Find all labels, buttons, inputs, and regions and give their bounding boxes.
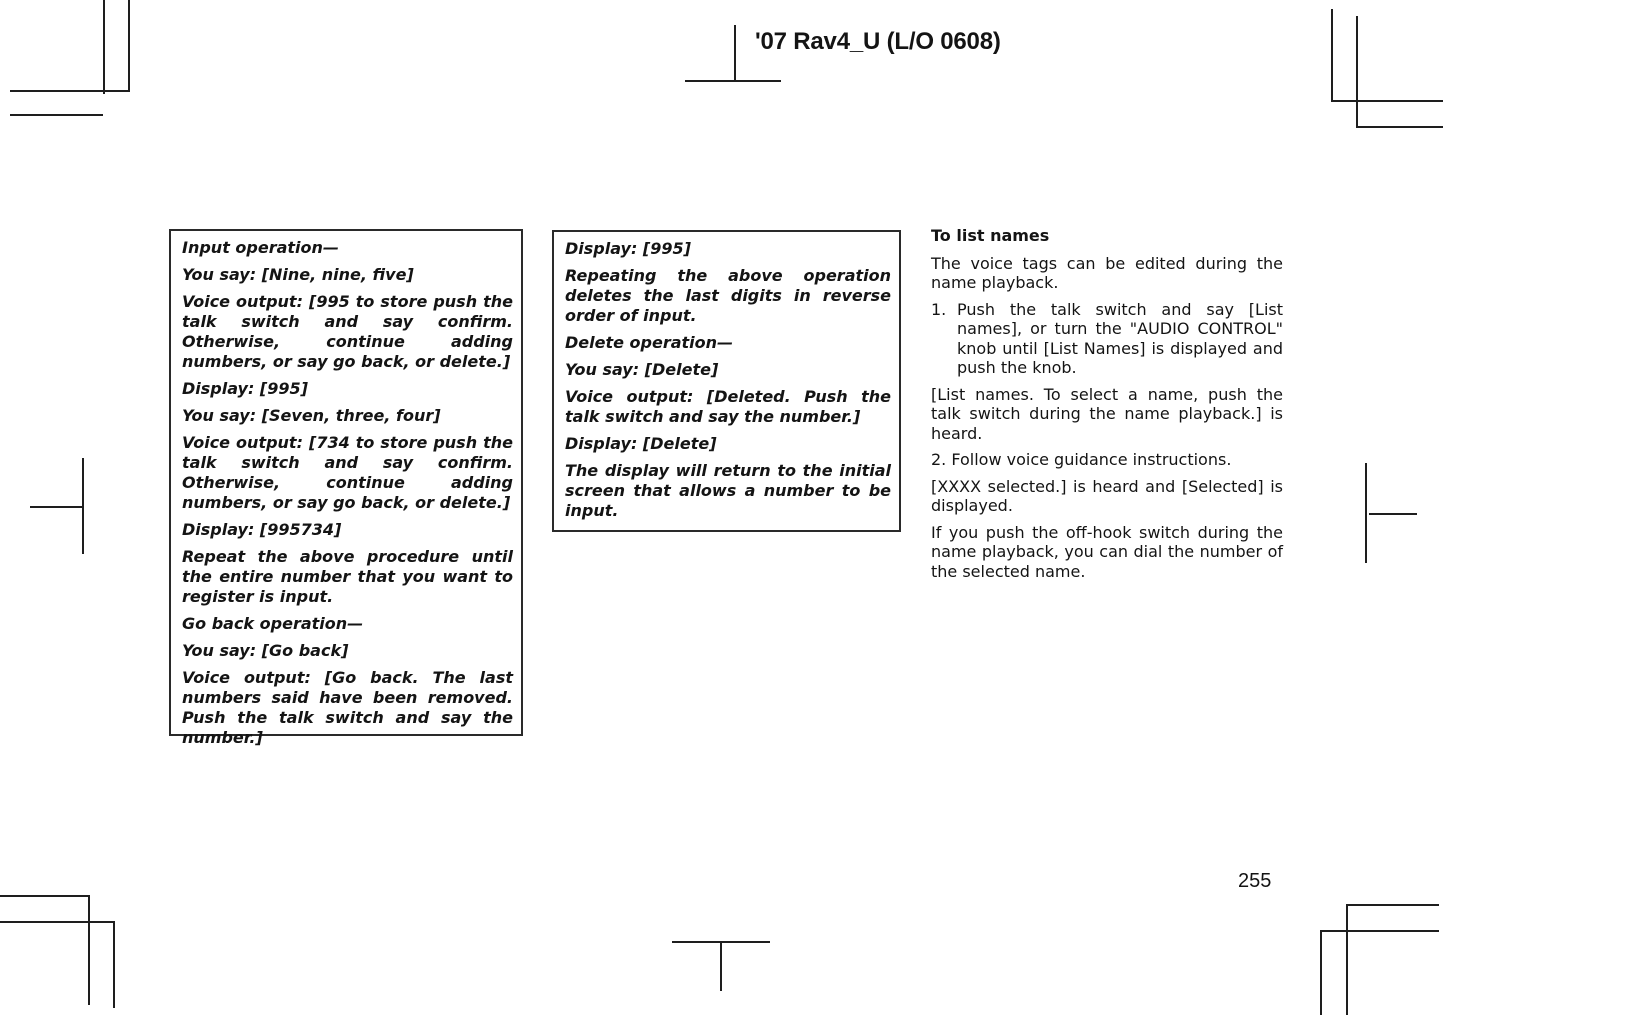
- box-paragraph: Voice output: [Go back. The last numbers said have been removed. Push the talk switch and say the number.]: [182, 668, 513, 747]
- step-text: Push the talk switch and say [List names], or turn the "AUDIO CONTROL" knob until [List Names] is displayed and push the knob.: [957, 299, 1283, 377]
- section-paragraph: If you push the off-hook switch during the name playback, you can dial the number of the selected name.: [931, 522, 1283, 581]
- section-paragraph: [XXXX selected.] is heard and [Selected] is displayed.: [931, 476, 1283, 515]
- page-number: 255: [1238, 870, 1272, 892]
- box-paragraph: The display will return to the initial screen that allows a number to be input.: [565, 461, 891, 520]
- section-paragraph: [List names. To select a name, push the talk switch during the name playback.] is heard.: [931, 384, 1283, 443]
- box-paragraph: Voice output: [734 to store push the talk switch and say confirm. Otherwise, continue adding numbers, or say go back, or delete.]: [182, 433, 513, 512]
- document-code: '07 Rav4_U (L/O 0608): [755, 28, 1001, 55]
- step-number: 1.: [931, 299, 947, 319]
- step-2: 2. Follow voice guidance instructions.: [931, 450, 1232, 469]
- box-paragraph: You say: [Nine, nine, five]: [182, 265, 414, 284]
- delete-operation-box: [552, 230, 901, 532]
- box-paragraph: Display: [995734]: [182, 520, 342, 539]
- section-intro: The voice tags can be edited during the name playback.: [931, 253, 1283, 292]
- box-paragraph: Display: [995]: [565, 239, 691, 258]
- box-paragraph: You say: [Go back]: [182, 641, 349, 660]
- box-paragraph: Delete operation—: [565, 333, 734, 352]
- box-paragraph: Voice output: [995 to store push the talk switch and say confirm. Otherwise, continue adding numbers, or say go back, or delete.]: [182, 292, 513, 371]
- box-paragraph: Go back operation—: [182, 614, 364, 633]
- box-paragraph: Input operation—: [182, 238, 339, 257]
- list-names-section: [931, 226, 1283, 588]
- box-paragraph: Repeat the above procedure until the entire number that you want to register is input.: [182, 547, 513, 606]
- box-paragraph: Repeating the above operation deletes the last digits in reverse order of input.: [565, 266, 891, 325]
- section-heading: To list names: [931, 226, 1050, 245]
- box-paragraph: Display: [Delete]: [565, 434, 717, 453]
- step-1: [931, 300, 1283, 378]
- box-paragraph: Display: [995]: [182, 379, 308, 398]
- box-paragraph: You say: [Delete]: [565, 360, 719, 379]
- voice-input-instructions-box: [169, 229, 523, 747]
- box-paragraph: Voice output: [Deleted. Push the talk switch and say the number.]: [565, 387, 891, 426]
- box-paragraph: You say: [Seven, three, four]: [182, 406, 441, 425]
